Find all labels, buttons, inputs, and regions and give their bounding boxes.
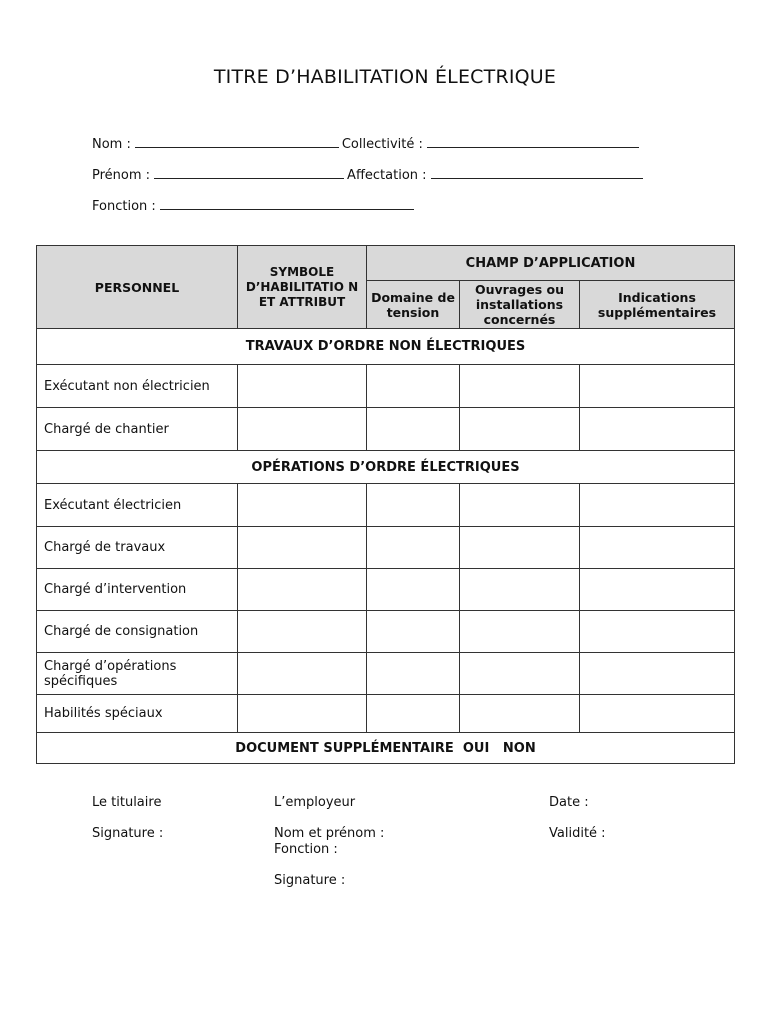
row-label: Chargé d’opérations spécifiques (37, 653, 238, 695)
table-cell[interactable] (367, 365, 460, 408)
affectation-field[interactable] (431, 167, 643, 179)
table-cell[interactable] (460, 611, 580, 653)
row-label: Chargé de travaux (37, 527, 238, 569)
table-cell[interactable] (580, 408, 735, 451)
table-cell[interactable] (367, 569, 460, 611)
table-row (37, 527, 735, 569)
row-label: Chargé de chantier (37, 408, 238, 451)
employeur-signature-label: Signature : (274, 873, 346, 888)
fields-row-2 (92, 167, 646, 183)
table-row (37, 653, 735, 695)
table-row (37, 611, 735, 653)
header-indications: Indications supplémentaires (580, 281, 735, 329)
nom-field[interactable] (135, 136, 339, 148)
fields-row-1 (92, 136, 642, 152)
document-title: TITRE D’HABILITATION ÉLECTRIQUE (213, 66, 557, 88)
table-cell[interactable] (460, 569, 580, 611)
row-label: Chargé de consignation (37, 611, 238, 653)
row-label: Exécutant électricien (37, 484, 238, 527)
header-ouvrages: Ouvrages ou installations concernés (460, 281, 580, 329)
table-cell[interactable] (460, 408, 580, 451)
collectivite-label: Collectivité : (341, 137, 423, 152)
table-cell[interactable] (238, 569, 367, 611)
employeur-fonction-label: Fonction : (274, 842, 338, 857)
table-cell[interactable] (238, 365, 367, 408)
table-cell[interactable] (580, 653, 735, 695)
table-row (37, 569, 735, 611)
nom-label: Nom : (92, 137, 131, 152)
table-cell[interactable] (238, 408, 367, 451)
table-cell[interactable] (238, 527, 367, 569)
validite-label: Validité : (549, 826, 606, 841)
employeur-label: L’employeur (274, 795, 356, 810)
fonction-field[interactable] (160, 198, 414, 210)
table-cell[interactable] (367, 695, 460, 733)
table-cell[interactable] (367, 611, 460, 653)
fonction-label: Fonction : (92, 199, 156, 214)
document-supplementaire-row: DOCUMENT SUPPLÉMENTAIRE OUI NON (37, 733, 735, 764)
employeur-nom-prenom-label: Nom et prénom : (274, 826, 385, 841)
table-cell[interactable] (367, 527, 460, 569)
table-cell[interactable] (238, 611, 367, 653)
table-cell[interactable] (580, 365, 735, 408)
prenom-label: Prénom : (92, 168, 151, 183)
table-row (37, 365, 735, 408)
header-champ-application: CHAMP D’APPLICATION (367, 246, 735, 281)
table-cell[interactable] (460, 653, 580, 695)
table-row (37, 484, 735, 527)
table-cell[interactable] (460, 527, 580, 569)
prenom-field[interactable] (154, 167, 344, 179)
table-cell[interactable] (460, 695, 580, 733)
table-cell[interactable] (460, 484, 580, 527)
table-cell[interactable] (580, 484, 735, 527)
table-cell[interactable] (367, 653, 460, 695)
table-cell[interactable] (238, 695, 367, 733)
fields-row-3 (92, 198, 417, 214)
row-label: Exécutant non électricien (37, 365, 238, 408)
header-symbole: SYMBOLE D’HABILITATIO N ET ATTRIBUT (238, 246, 367, 329)
table-cell[interactable] (580, 611, 735, 653)
table-row (37, 408, 735, 451)
table-cell[interactable] (367, 408, 460, 451)
table-cell[interactable] (460, 365, 580, 408)
table-cell[interactable] (238, 653, 367, 695)
section-electriques: OPÉRATIONS D’ORDRE ÉLECTRIQUES (37, 451, 735, 484)
table-cell[interactable] (238, 484, 367, 527)
table-cell[interactable] (367, 484, 460, 527)
habilitation-table (36, 245, 735, 764)
table-cell[interactable] (580, 569, 735, 611)
table-cell[interactable] (580, 527, 735, 569)
titulaire-label: Le titulaire (92, 795, 162, 810)
row-label: Chargé d’intervention (37, 569, 238, 611)
header-domaine-tension: Domaine de tension (367, 281, 460, 329)
titulaire-signature-label: Signature : (92, 826, 164, 841)
collectivite-field[interactable] (427, 136, 639, 148)
table-cell[interactable] (580, 695, 735, 733)
table-row (37, 695, 735, 733)
header-personnel: PERSONNEL (37, 246, 238, 329)
row-label: Habilités spéciaux (37, 695, 238, 733)
affectation-label: Affectation : (347, 168, 427, 183)
section-non-electriques: TRAVAUX D’ORDRE NON ÉLECTRIQUES (37, 329, 735, 365)
date-label: Date : (549, 795, 589, 810)
